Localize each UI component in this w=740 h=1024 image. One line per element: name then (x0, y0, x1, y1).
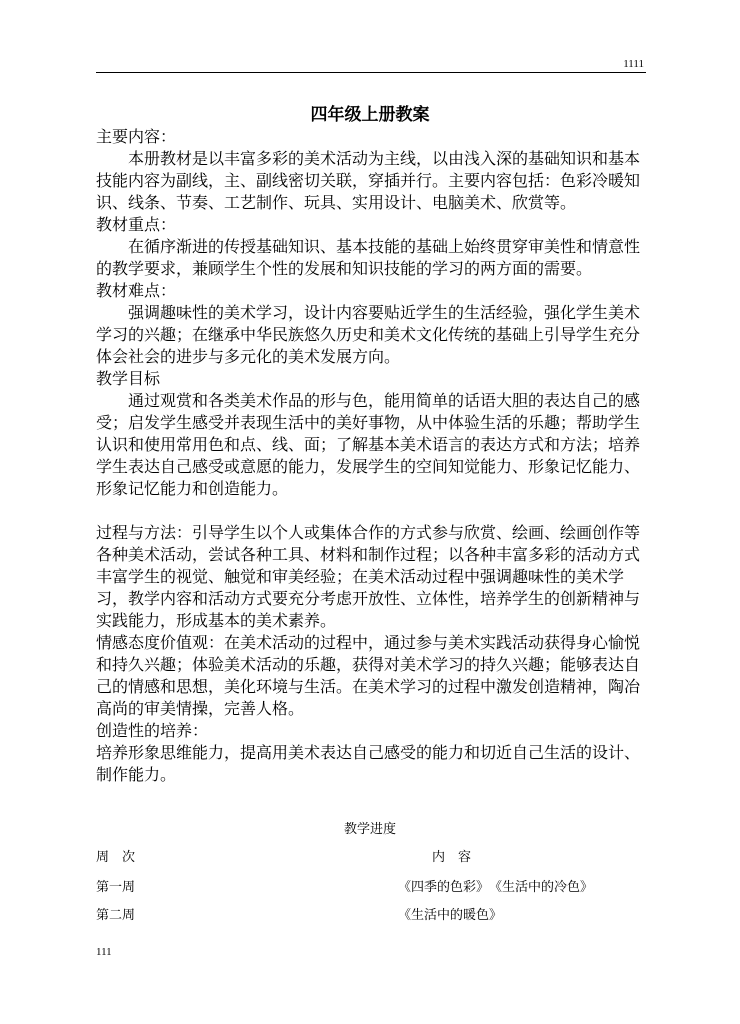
paragraph-emotion-attitude: 情感态度价值观：在美术活动的过程中，通过参与美术实践活动获得身心愉悦和持久兴趣；体验美术活动的乐趣，获得对美术学习的持久兴趣；能够表达自己的情感和思想，美化环境与生活。在美术学习的过程中激发创造精神，陶冶高尚的审美情操，完善人格。 (96, 633, 641, 718)
schedule-week: 第二周 (96, 908, 136, 923)
paragraph-process-methods: 过程与方法：引导学生以个人或集体合作的方式参与欣赏、绘画、绘画创作等各种美术活动，尝试各种工具、材料和制作过程；以各种丰富多彩的活动方式丰富学生的视觉、触觉和审美经验；在美术活动过程中强调趣味性的美术学习，教学内容和活动方式要充分考虑开放性、立体性，培养学生的创新精神与实践能力，形成基本的美术素养。 (96, 523, 641, 630)
section-heading-creativity: 创造性的培养： (96, 721, 209, 740)
schedule-row (96, 904, 646, 924)
schedule-col-week: 周 次 (96, 850, 136, 865)
document-title: 四年级上册教案 (310, 105, 430, 125)
section-heading-objectives: 教学目标 (96, 369, 161, 388)
blank-line (96, 500, 646, 522)
schedule-content: 《四季的色彩》 《生活中的冷色》 (398, 880, 594, 895)
document-body (96, 126, 646, 786)
section-body-main-content: 本册教材是以丰富多彩的美术活动为主线，以由浅入深的基础知识和基本技能内容为副线，主、副线密切关联，穿插并行。主要内容包括：色彩冷暖知识、线条、节奏、工艺制作、玩具、实用设计、电脑美术、欣赏等。 (96, 149, 641, 212)
section-body-objectives: 通过观赏和各类美术作品的形与色，能用简单的话语大胆的表达自己的感受；启发学生感受并表现生活中的美好事物，从中体验生活的乐趣；帮助学生认识和使用常用色和点、线、面；了解基本美术语言的表达方式和方法；培养学生表达自己感受或意愿的能力，发展学生的空间知觉能力、形象记忆能力、形象记忆能力和创造能力。 (96, 391, 641, 498)
section-heading-main-content: 主要内容： (96, 127, 177, 146)
header-rule (96, 72, 646, 73)
schedule-week: 第一周 (96, 880, 136, 895)
section-body-difficulties: 强调趣味性的美术学习，设计内容要贴近学生的生活经验，强化学生美术学习的兴趣；在继承中华民族悠久历史和美术文化传统的基础上引导学生充分体会社会的进步与多元化的美术发展方向。 (96, 303, 641, 366)
header-page-number: 1111 (623, 58, 644, 70)
section-heading-key-points: 教材重点： (96, 215, 177, 234)
schedule-header-row (96, 846, 646, 866)
schedule-title: 教学进度 (343, 822, 396, 837)
schedule-row (96, 876, 646, 896)
section-heading-difficulties: 教材难点： (96, 281, 177, 300)
section-body-key-points: 在循序渐进的传授基础知识、基本技能的基础上始终贯穿审美性和情意性的教学要求，兼顾学生个性的发展和知识技能的学习的两方面的需要。 (96, 237, 641, 278)
section-body-creativity: 培养形象思维能力，提高用美术表达自己感受的能力和切近自己生活的设计、制作能力。 (96, 743, 641, 784)
schedule-content: 《生活中的暖色》 (398, 908, 503, 923)
footer-page-number: 111 (96, 946, 112, 958)
schedule-col-content: 内 容 (432, 850, 472, 865)
